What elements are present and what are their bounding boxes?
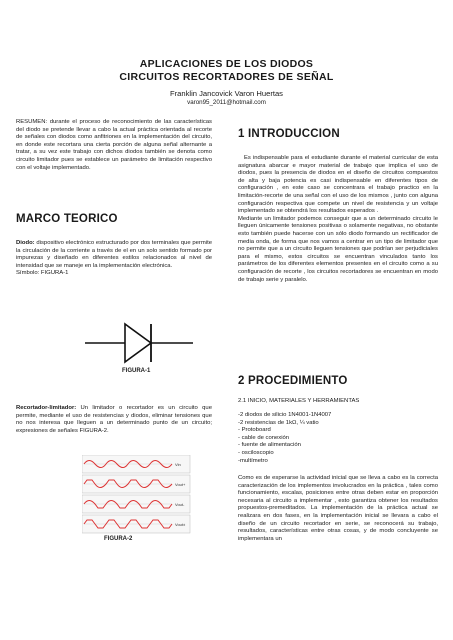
diode-symbol-figure bbox=[85, 316, 195, 376]
list-item: -multímetro bbox=[238, 457, 268, 464]
recortador-label: Recortador-limitador: bbox=[16, 405, 77, 411]
paper-title-line-2: CIRCUITOS RECORTADORES DE SEÑAL bbox=[119, 71, 334, 83]
wave-panel-negative bbox=[82, 495, 190, 513]
abstract-text: RESUMEN: durante el proceso de reconocimiento de las características del diodo se pretende llevar a cabo la actual práctica orientada al recorte de señales con diodos como anfitriones en la implementación del circuito, en donde este recortara una cierta porción de alguna señal alternante a tratar, a su vez este trabajo con dichos diodos también se denota como circuito limitador pues se establece un parámetro de limitación respectivo con el voltaje implementado. bbox=[16, 119, 212, 171]
author-email: varon95_2011@hotmail.com bbox=[187, 99, 266, 106]
author-name: Franklin Jancovick Varon Huertas bbox=[170, 89, 283, 98]
wave-panel-positive bbox=[82, 475, 190, 493]
figure-2-caption: FIGURA-2 bbox=[104, 536, 133, 542]
diodo-label: Diodo: bbox=[16, 240, 35, 246]
abstract bbox=[16, 119, 212, 172]
wave-panel-input bbox=[82, 455, 190, 473]
list-item: -2 diodos de silicio 1N4001-1N4007 bbox=[238, 412, 332, 418]
introduction-body bbox=[238, 155, 438, 284]
section-heading-marco-teorico: MARCO TEORICO bbox=[16, 213, 118, 225]
paper-title-line-1: APLICACIONES DE LOS DIODOS bbox=[139, 58, 314, 70]
wave-label-3: Vout- bbox=[175, 502, 185, 507]
wave-panel-both bbox=[82, 515, 190, 533]
section-heading-introduccion: 1 INTRODUCCION bbox=[238, 128, 340, 140]
clipper-waveforms-figure bbox=[82, 455, 192, 535]
diode-triangle bbox=[125, 324, 151, 362]
diodo-definition bbox=[16, 240, 212, 278]
list-item: -2 resistencias de 1kΩ, ¼ vatio bbox=[238, 419, 319, 426]
list-item: - osciloscopio bbox=[238, 449, 274, 456]
subsection-heading-materiales: 2.1 INICIO, MATERIALES Y HERRAMIENTAS bbox=[238, 398, 360, 404]
diodo-text: dispositivo electrónico estructurado por dos terminales que permite la circulación de la corriente a través de el en un solo sentido formado por impurezas y diseñado en diferentes estilos relacionados al nivel de intensidad que se maneje en la implementación electrónica. bbox=[16, 240, 212, 269]
wave-label-1: Vin bbox=[175, 462, 181, 467]
recortador-definition bbox=[16, 405, 212, 435]
wave-label-4: Vout± bbox=[175, 522, 186, 527]
wave-label-2: Vout+ bbox=[175, 482, 186, 487]
list-item: - Protoboard bbox=[238, 427, 271, 434]
recortador-paragraph bbox=[16, 405, 212, 435]
section-heading-procedimiento: 2 PROCEDIMIENTO bbox=[238, 375, 348, 387]
intro-paragraph-2: Mediante un limitador podemos conseguir que a un determinado circuito le lleguen únicamente tensiones positivas o solamente negativas, no obstante esto también puede hacerse con un sólo diodo formando un rectificador de media onda, de forma que nos vamos a centrar en un tipo de limitador que no permite que a un circuito lleguen tensiones que podrían ser perjudiciales para el mismo, estos circuitos se encuentran vinculados tanto los parámetros de los diferentes elementos presentes en el circuito como a su configuración de recorte , los circuitos recortadores se encuentran en modo de trabajo serie y paralelo. bbox=[238, 215, 438, 283]
recortador-text: Un limitador o recortador es un circuito que permite, mediante el uso de resistencias y diodos, eliminar tensiones que no nos interesa que lleguen a un determinado punto de un circuito; expresiones de señales FIGURA-2. bbox=[16, 405, 212, 434]
list-item: - fuente de alimentación bbox=[238, 442, 301, 449]
intro-paragraph-1: Es indispensable para el estudiante durante el material curricular de esta asignatura abarcar e mayor material de trabajo que implica el uso de diodos, pues la presencia de diodos en el diseño de circuitos compuestos de alta y baja potencia es casi indispensable en diferentes tipos de configuración , en este caso se concentrara el trabajo practico en la limitación-recorte de una señal con el uso de los mismos , junto con alguna configuración respectiva que compete un nivel de resistencia y un voltaje implementado se obtendrá los resultados esperados . bbox=[238, 155, 438, 215]
list-item: - cable de conexión bbox=[238, 434, 290, 441]
figure-1-caption: FIGURA-1 bbox=[122, 368, 151, 374]
procedure-body bbox=[238, 475, 438, 543]
diodo-paragraph bbox=[16, 240, 212, 270]
materials-list bbox=[238, 412, 438, 465]
procedure-paragraph-1: Como es de esperarse la actividad inicial que se lleva a cabo es la correcta caracterización de los implementos involucrados en la práctica , tales como funcionamiento, escalas, posiciones entre otras deben estar en proporción necesaria al circuito a implementar , esto garantiza obtener los resultados propuestos-premeditados. La implementación de la práctica actual se realizara en dos fases, en la implementación inicial se llevara a cabo el diseño de un circuito recortador en serie, se reconocerá su trabajo, resultados, características entre otras cosas, y de modo concluyente se implementara un bbox=[238, 475, 438, 542]
simbolo-caption: Símbolo: FIGURA-1 bbox=[16, 270, 69, 277]
